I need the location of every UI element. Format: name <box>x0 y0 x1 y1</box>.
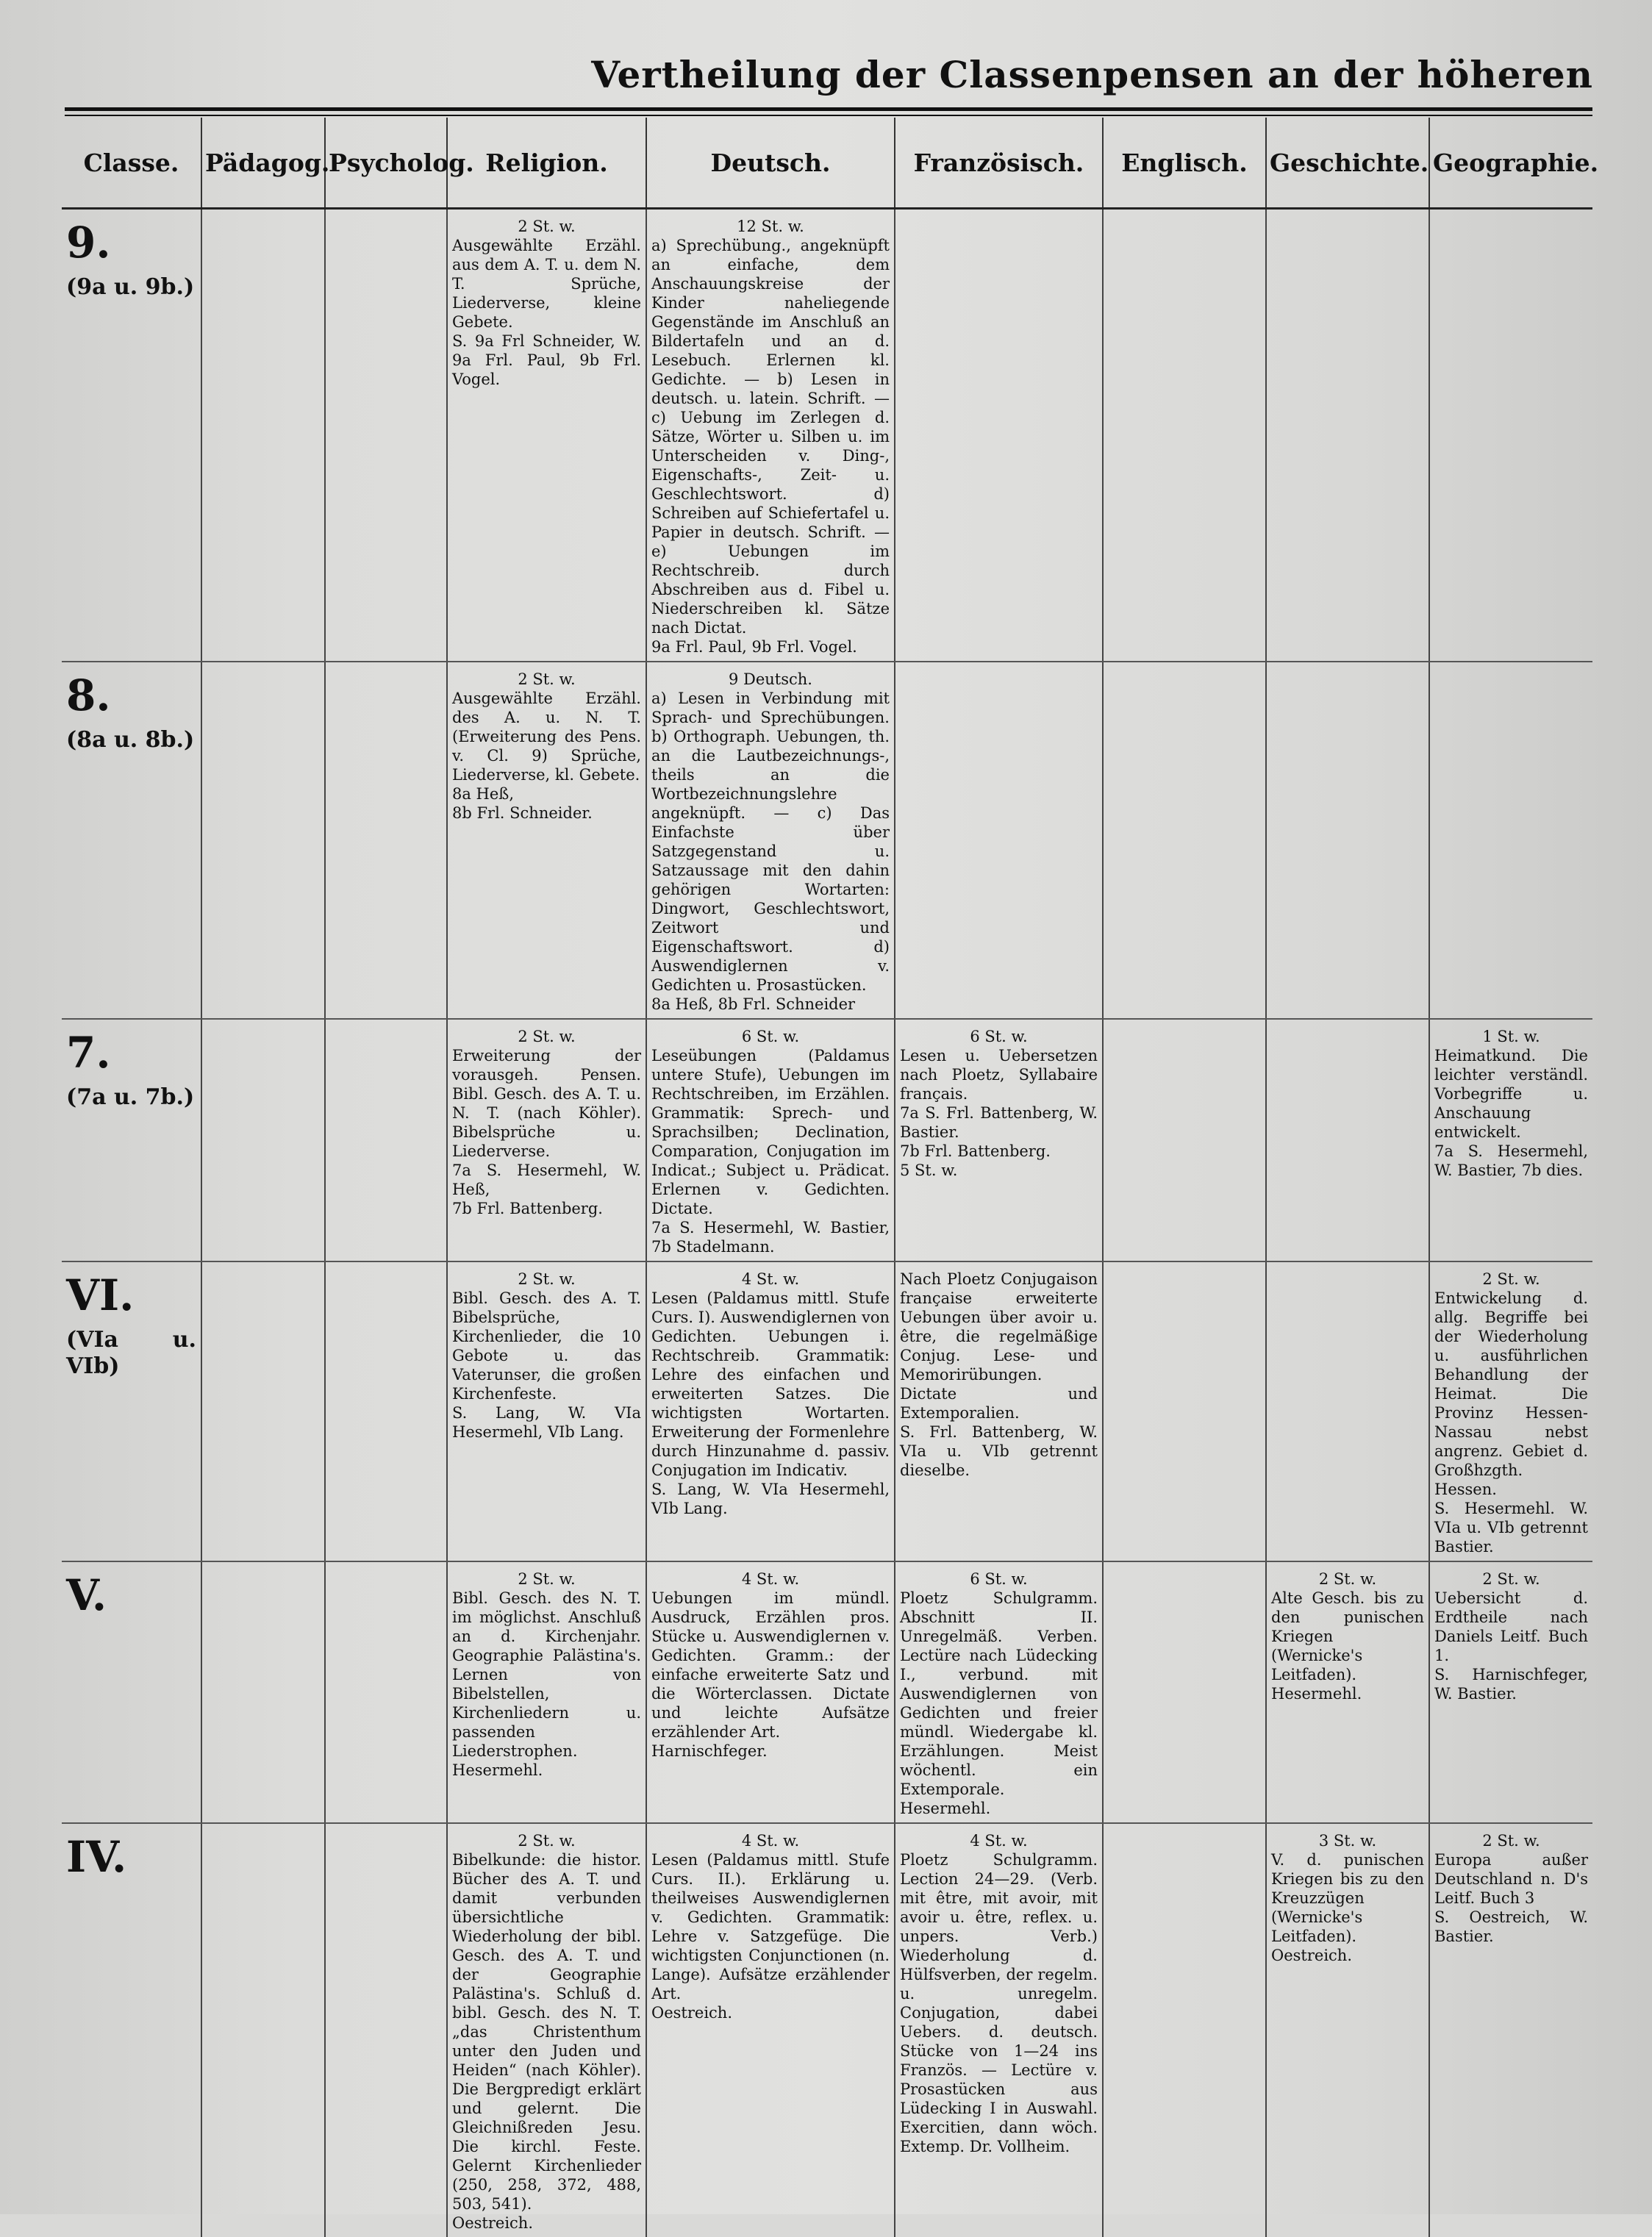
paedagogik-cell <box>201 209 325 662</box>
hours-label: 2 St. w. <box>518 1832 576 1850</box>
cell-text: Lesen (Paldamus mittl. Stufe Curs. II.). Erklärung u. theilweises Auswendiglernen v. Gedichten. Grammatik: Lehre v. Satzgefüge. Die wichtigsten Conjunctionen (n. Lange). Aufsätze erzählender Art. Oestreich. <box>651 1851 890 2022</box>
deutsch-cell <box>646 209 895 662</box>
table-row-class-V <box>62 1561 1592 1823</box>
cell-text: V. d. punischen Kriegen bis zu den Kreuzzügen (Wernicke's Leitfaden). Oestreich. <box>1271 1851 1424 1964</box>
hours-label: 2 St. w. <box>518 218 576 235</box>
deutsch-cell <box>646 1561 895 1823</box>
englisch-cell <box>1103 662 1266 1019</box>
geographie-cell <box>1429 1823 1592 2237</box>
geographie-cell <box>1429 1261 1592 1561</box>
franzoesisch-cell <box>895 1019 1103 1261</box>
cell-text: Heimatkund. Die leichter verständl. Vorbegriffe u. Anschauung entwickelt. 7a S. Hesermehl, W. Bastier, 7b dies. <box>1434 1047 1588 1179</box>
hours-label: 2 St. w. <box>1482 1570 1540 1588</box>
cell-text: Ploetz Schulgramm. Lection 24—29. (Verb. mit être, mit avoir, mit avoir u. être, reflex. u. unpers. Verb.) Wiederholung d. Hülfsverben, der regelm. u. unregelm. Conjugation, dabei Uebers. d. deutsch. Stücke von 1—24 ins Französ. — Lectüre v. Prosastücken aus Lüdecking I in Auswahl. Exercitien, dann wöch. Extemp. Dr. Vollheim. <box>900 1851 1098 2155</box>
hours-label: 6 St. w. <box>970 1028 1028 1045</box>
column-header-geographie: Geographie. <box>1429 118 1592 209</box>
class-sections: (VIa u. VIb) <box>66 1327 196 1379</box>
table-row-class-IV <box>62 1823 1592 2237</box>
englisch-cell <box>1103 209 1266 662</box>
franzoesisch-cell <box>895 1261 1103 1561</box>
cell-text: Uebungen im mündl. Ausdruck, Erzählen pros. Stücke u. Auswendiglernen v. Gedichten. Gramm.: der einfache erweiterte Satz und die Wörterclassen. Dictate und leichte Aufsätze erzählender Art. Harnischfeger. <box>651 1589 890 1760</box>
class-cell <box>62 209 201 662</box>
geographie-cell <box>1429 209 1592 662</box>
class-number: V. <box>66 1570 107 1620</box>
column-header-englisch: Englisch. <box>1103 118 1266 209</box>
cell-text: a) Lesen in Verbindung mit Sprach- und Sprechübungen. b) Orthograph. Uebungen, th. an die Lautbezeichnungs-, theils an die Wortbezeichnungslehre angeknüpft. — c) Das Einfachste über Satzgegenstand u. Satzaussage mit den dahin gehörigen Wortarten: Dingwort, Geschlechtswort, Zeitwort und Eigenschaftswort. d) Auswendiglernen v. Gedichten u. Prosastücken. 8a Heß, 8b Frl. Schneider <box>651 690 890 1013</box>
religion-cell <box>447 662 646 1019</box>
hours-label: 2 St. w. <box>518 1270 576 1288</box>
geschichte-cell <box>1266 1261 1429 1561</box>
englisch-cell <box>1103 1823 1266 2237</box>
franzoesisch-cell <box>895 1823 1103 2237</box>
class-sections: (9a u. 9b.) <box>66 274 195 300</box>
table-row-class-9 <box>62 209 1592 662</box>
hours-label: 1 St. w. <box>1482 1028 1540 1045</box>
religion-cell <box>447 1019 646 1261</box>
hours-label: 9 Deutsch. <box>728 670 812 688</box>
class-number: 7. <box>66 1028 111 1078</box>
hours-label: 2 St. w. <box>1482 1832 1540 1850</box>
paedagogik-cell <box>201 1019 325 1261</box>
cell-text: a) Sprechübung., angeknüpft an einfache, dem Anschauungskreise der Kinder naheliegende Gegenstände im Anschluß an Bildertafeln und an d. Lesebuch. Erlernen kl. Gedichte. — b) Lesen in deutsch. u. latein. Schrift. — c) Uebung im Zerlegen d. Sätze, Wörter u. Silben u. im Unterscheiden v. Ding-, Eigenschafts-, Zeit- u. Geschlechtswort. d) Schreiben auf Schiefertafel u. Papier in deutsch. Schrift. — e) Uebungen im Rechtschreib. durch Abschreiben aus d. Fibel u. Niederschreiben kl. Sätze nach Dictat. 9a Frl. Paul, 9b Frl. Vogel. <box>651 237 890 656</box>
column-header-franzoesisch: Französisch. <box>895 118 1103 209</box>
cell-text: Bibl. Gesch. des N. T. im möglichst. Anschluß an d. Kirchenjahr. Geographie Palästina's. Lernen von Bibelstellen, Kirchenliedern u. passenden Liederstrophen. Hesermehl. <box>452 1589 641 1779</box>
geographie-cell <box>1429 662 1592 1019</box>
englisch-cell <box>1103 1561 1266 1823</box>
religion-cell <box>447 209 646 662</box>
cell-text: Ploetz Schulgramm. Abschnitt II. Unregelmäß. Verben. Lectüre nach Lüdecking I., verbund. mit Auswendiglernen von Gedichten und freier mündl. Wiedergabe kl. Erzählungen. Meist wöchentl. ein Extemporale. Hesermehl. <box>900 1589 1098 1817</box>
paedagogik-cell <box>201 662 325 1019</box>
cell-text: Alte Gesch. bis zu den punischen Kriegen (Wernicke's Leitfaden). Hesermehl. <box>1271 1589 1424 1703</box>
psychologie-cell <box>325 1561 447 1823</box>
psychologie-cell <box>325 1019 447 1261</box>
paedagogik-cell <box>201 1823 325 2237</box>
cell-text: Ausgewählte Erzähl. aus dem A. T. u. dem N. T. Sprüche, Liederverse, kleine Gebete. S. 9a Frl Schneider, W. 9a Frl. Paul, 9b Frl. Vogel. <box>452 237 641 388</box>
column-header-religion: Religion. <box>447 118 646 209</box>
franzoesisch-cell <box>895 209 1103 662</box>
geschichte-cell <box>1266 1561 1429 1823</box>
religion-cell <box>447 1823 646 2237</box>
psychologie-cell <box>325 209 447 662</box>
geographie-cell <box>1429 1561 1592 1823</box>
class-number: VI. <box>66 1270 135 1320</box>
hours-label: 4 St. w. <box>741 1570 800 1588</box>
header-rule-thin <box>65 115 1592 116</box>
hours-label: 2 St. w. <box>518 670 576 688</box>
class-cell <box>62 662 201 1019</box>
paedagogik-cell <box>201 1561 325 1823</box>
cell-text: Bibl. Gesch. des A. T. Bibelsprüche, Kirchenlieder, die 10 Gebote u. das Vaterunser, die großen Kirchenfeste. S. Lang, W. VIa Hesermehl, VIb Lang. <box>452 1289 641 1441</box>
cell-text: Lesen (Paldamus mittl. Stufe Curs. I). Auswendiglernen von Gedichten. Uebungen i. Rechtschreib. Grammatik: Lehre des einfachen und erweiterten Satzes. Die wichtigsten Wortarten. Erweiterung der Formenlehre durch Hinzunahme d. passiv. Conjugation im Indicativ. S. Lang, W. VIa Hesermehl, VIb Lang. <box>651 1289 890 1517</box>
hours-label: 2 St. w. <box>1482 1270 1540 1288</box>
psychologie-cell <box>325 1823 447 2237</box>
hours-label: 4 St. w. <box>741 1270 800 1288</box>
geschichte-cell <box>1266 1823 1429 2237</box>
franzoesisch-cell <box>895 662 1103 1019</box>
cell-text: Lesen u. Uebersetzen nach Ploetz, Syllabaire français. 7a S. Frl. Battenberg, W. Bastier. 7b Frl. Battenberg. 5 St. w. <box>900 1047 1098 1179</box>
column-header-classe: Classe. <box>62 118 201 209</box>
psychologie-cell <box>325 1261 447 1561</box>
religion-cell <box>447 1561 646 1823</box>
deutsch-cell <box>646 662 895 1019</box>
psychologie-cell <box>325 662 447 1019</box>
curriculum-table <box>62 118 1599 2237</box>
hours-label: 6 St. w. <box>741 1028 800 1045</box>
englisch-cell <box>1103 1261 1266 1561</box>
class-cell <box>62 1019 201 1261</box>
religion-cell <box>447 1261 646 1561</box>
header-row <box>62 118 1592 209</box>
column-header-geschichte: Geschichte. <box>1266 118 1429 209</box>
class-number: 9. <box>66 218 111 268</box>
paedagogik-cell <box>201 1261 325 1561</box>
header-rule-thick <box>65 107 1592 111</box>
cell-text: Europa außer Deutschland n. D's Leitf. Buch 3 S. Oestreich, W. Bastier. <box>1434 1851 1588 1945</box>
deutsch-cell <box>646 1823 895 2237</box>
hours-label: 6 St. w. <box>970 1570 1028 1588</box>
cell-text: Bibelkunde: die histor. Bücher des A. T. und damit verbunden übersichtliche Wiederholung der bibl. Gesch. des A. T. und der Geographie Palästina's. Schluß d. bibl. Gesch. des N. T. „das Christenthum unter den Juden und Heiden“ (nach Köhler). Die Bergpredigt erklärt und gelernt. Die Gleichnißreden Jesu. Die kirchl. Feste. Gelernt Kirchenlieder (250, 258, 372, 488, 503, 541). Oestreich. <box>452 1851 641 2232</box>
hours-label: 2 St. w. <box>1318 1570 1377 1588</box>
hours-label: 2 St. w. <box>518 1028 576 1045</box>
cell-text: Nach Ploetz Conjugaison française erweiterte Uebungen über avoir u. être, die regelmäßige Conjug. Lese- und Memorirübungen. Dictate und Extemporalien. S. Frl. Battenberg, W. VIa u. VIb getrennt dieselbe. <box>900 1270 1098 1479</box>
class-sections: (8a u. 8b.) <box>66 727 195 753</box>
hours-label: 4 St. w. <box>741 1832 800 1850</box>
cell-text: Ausgewählte Erzähl. des A. u. N. T. (Erweiterung des Pens. v. Cl. 9) Sprüche, Liederverse, kl. Gebete. 8a Heß, 8b Frl. Schneider. <box>452 690 641 822</box>
table-row-class-7 <box>62 1019 1592 1261</box>
cell-text: Uebersicht d. Erdtheile nach Daniels Leitf. Buch 1. S. Harnischfeger, W. Bastier. <box>1434 1589 1588 1703</box>
englisch-cell <box>1103 1019 1266 1261</box>
hours-label: 4 St. w. <box>970 1832 1028 1850</box>
class-cell <box>62 1261 201 1561</box>
cell-text: Erweiterung der vorausgeh. Pensen. Bibl. Gesch. des A. T. u. N. T. (nach Köhler). Bibelsprüche u. Liederverse. 7a S. Hesermehl, W. Heß, 7b Frl. Battenberg. <box>452 1047 641 1217</box>
franzoesisch-cell <box>895 1561 1103 1823</box>
geschichte-cell <box>1266 209 1429 662</box>
column-header-paedagogik: Pädagog. <box>201 118 325 209</box>
hours-label: 12 St. w. <box>737 218 804 235</box>
class-number: 8. <box>66 670 111 720</box>
geographie-cell <box>1429 1019 1592 1261</box>
class-cell <box>62 1823 201 2237</box>
column-header-deutsch: Deutsch. <box>646 118 895 209</box>
table-row-class-VI <box>62 1261 1592 1561</box>
class-cell <box>62 1561 201 1823</box>
cell-text: Leseübungen (Paldamus untere Stufe), Uebungen im Rechtschreiben, im Erzählen. Grammatik: Sprech- und Sprachsilben; Declination, Comparation, Conjugation im Indicat.; Subject u. Prädicat. Erlernen v. Gedichten. Dictate. 7a S. Hesermehl, W. Bastier, 7b Stadelmann. <box>651 1047 890 1256</box>
class-number: IV. <box>66 1832 127 1882</box>
geschichte-cell <box>1266 662 1429 1019</box>
column-header-psychologie: Psycholog. <box>325 118 447 209</box>
geschichte-cell <box>1266 1019 1429 1261</box>
hours-label: 2 St. w. <box>518 1570 576 1588</box>
page-title: Vertheilung der Classenpensen an der höheren <box>591 53 1593 96</box>
deutsch-cell <box>646 1019 895 1261</box>
deutsch-cell <box>646 1261 895 1561</box>
table-row-class-8 <box>62 662 1592 1019</box>
hours-label: 3 St. w. <box>1318 1832 1377 1850</box>
cell-text: Entwickelung d. allg. Begriffe bei der Wiederholung u. ausführlichen Behandlung der Heimat. Die Provinz Hessen-Nassau nebst angrenz. Gebiet d. Großhzgth. Hessen. S. Hesermehl. W. VIa u. VIb getrennt Bastier. <box>1434 1289 1588 1556</box>
class-sections: (7a u. 7b.) <box>66 1084 195 1110</box>
